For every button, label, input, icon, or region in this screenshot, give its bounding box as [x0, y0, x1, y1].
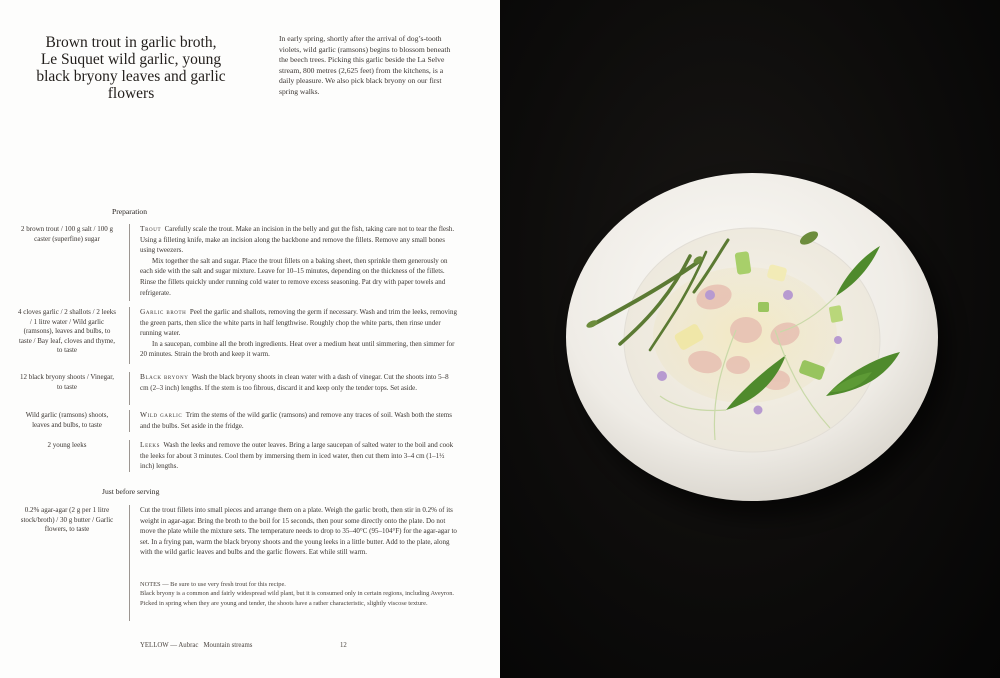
method-wild-garlic [140, 410, 458, 431]
step-text-black-bryony: Wash the black bryony shoots in clean water with a dash of vinegar. Cut the shoots into 5–8 cm (2–3 inch) lengths. If the stem is too fibrous, discard it and keep only the tender tops. Set aside. [140, 373, 449, 392]
serving-heading: Just before serving [102, 487, 160, 496]
ingredients-trout: 2 brown trout / 100 g salt / 100 g caster (superfine) sugar [21, 225, 113, 243]
method-garlic-broth [140, 307, 458, 360]
divider-rule [129, 440, 130, 472]
recipe-intro: In early spring, shortly after the arrival of dog’s-tooth violets, wild garlic (ramsons) begins to blossom beneath the beech trees. Picking this garlic beside the La Selve stream, 800 metres (2,625 feet) from the kitchens, is a daily pleasure. We also pick black bryony on our first spring walks. [279, 34, 451, 96]
divider-rule [129, 372, 130, 405]
divider-rule [129, 224, 130, 301]
footer-section: Mountain streams [203, 642, 253, 649]
preparation-heading: Preparation [112, 207, 148, 216]
footer-chapter: YELLOW — Aubrac [140, 642, 199, 649]
running-footer [140, 642, 252, 649]
divider-rule [129, 505, 130, 621]
step-label-leeks: Leeks [140, 440, 161, 449]
method-black-bryony [140, 372, 458, 393]
recipe-notes [140, 580, 458, 608]
divider-rule [129, 307, 130, 364]
step-text-garlic-broth: Peel the garlic and shallots, removing the germ if necessary. Wash and trim the leeks, removing the green parts, then slice the white parts in half lengthwise. Roughly chop the white parts, then rinse under running water. [140, 308, 457, 338]
method-trout [140, 224, 458, 298]
notes-line-1: NOTES — Be sure to use very fresh trout for this recipe. [140, 581, 286, 588]
step-text-trout-2: Mix together the salt and sugar. Place the trout fillets on a baking sheet, then sprinkle them generously on each side with the salt and sugar mixture. Leave for 10–15 minutes, depending on the thickness of the fillets. Rinse the fillets quickly under running cold water to remove excess seasoning. Pat dry with paper towels and refrigerate. [140, 256, 448, 297]
ingredients-leeks: 2 young leeks [47, 441, 87, 449]
step-label-black-bryony: Black bryony [140, 372, 189, 381]
page-number: 12 [340, 642, 347, 649]
step-label-trout: Trout [140, 224, 162, 233]
step-text-leeks: Wash the leeks and remove the outer leaves. Bring a large saucepan of salted water to the boil and cook the leeks for about 3 minutes. Cool them by immersing them in iced water, then cut them into 3–4 cm (1–1½ inch) lengths. [140, 441, 454, 471]
notes-line-2: Black bryony is a common and fairly widespread wild plant, but it is consumed only in certain regions, including Aveyron. Picked in spring when they are young and tender, the shoots have a rather characteristic, slightly viscose texture. [140, 590, 455, 607]
step-label-garlic-broth: Garlic broth [140, 307, 187, 316]
method-serving: Cut the trout fillets into small pieces and arrange them on a plate. Weigh the garlic broth, then stir in 0.2% of its weight in agar-agar. Bring the broth to the boil for 15 seconds, then pour some directly onto the plate. Do not move the plate while the mixture sets. The temperature needs to drop to 35–40°C (95–104°F) for the agar-agar to set. In a frying pan, warm the black bryony shoots and the young leeks in a little butter. Add to the plate, along with the wild garlic leaves and bulbs and the garlic flowers. Eat while still warm. [140, 506, 457, 557]
step-label-wild-garlic: Wild garlic [140, 410, 183, 419]
dish-photo [500, 0, 1000, 678]
ingredients-garlic-broth: 4 cloves garlic / 2 shallots / 2 leeks / 1 litre water / Wild garlic (ramsons), leaves and bulbs, to taste / Bay leaf, cloves and thyme, to taste [18, 308, 116, 355]
ingredients-black-bryony: 12 black bryony shoots / Vinegar, to taste [19, 373, 115, 391]
step-text-trout: Carefully scale the trout. Make an incision in the belly and gut the fish, taking care not to tear the flesh. Using a filleting knife, make an incision along the backbone and remove the fillets. Remove any small bones using tweezers. [140, 225, 455, 255]
ingredients-serving: 0.2% agar-agar (2 g per 1 litre stock/broth) / 30 g butter / Garlic flowers, to taste [20, 506, 114, 534]
ingredients-wild-garlic: Wild garlic (ramsons) shoots, leaves and bulbs, to taste [25, 411, 109, 429]
step-text-wild-garlic: Trim the stems of the wild garlic (ramsons) and remove any traces of soil. Wash both the stems and the bulbs. Set aside in the fridge. [140, 411, 452, 430]
divider-rule [129, 410, 130, 432]
method-leeks [140, 440, 458, 472]
recipe-title: Brown trout in garlic broth, Le Suquet wild garlic, young black bryony leaves and garlic flowers [36, 34, 226, 102]
dish-photo-illustration [500, 0, 1000, 678]
step-text-garlic-broth-2: In a saucepan, combine all the broth ingredients. Heat over a medium heat until simmering, then simmer for 20 minutes. Strain the broth and keep it warm. [140, 339, 455, 359]
